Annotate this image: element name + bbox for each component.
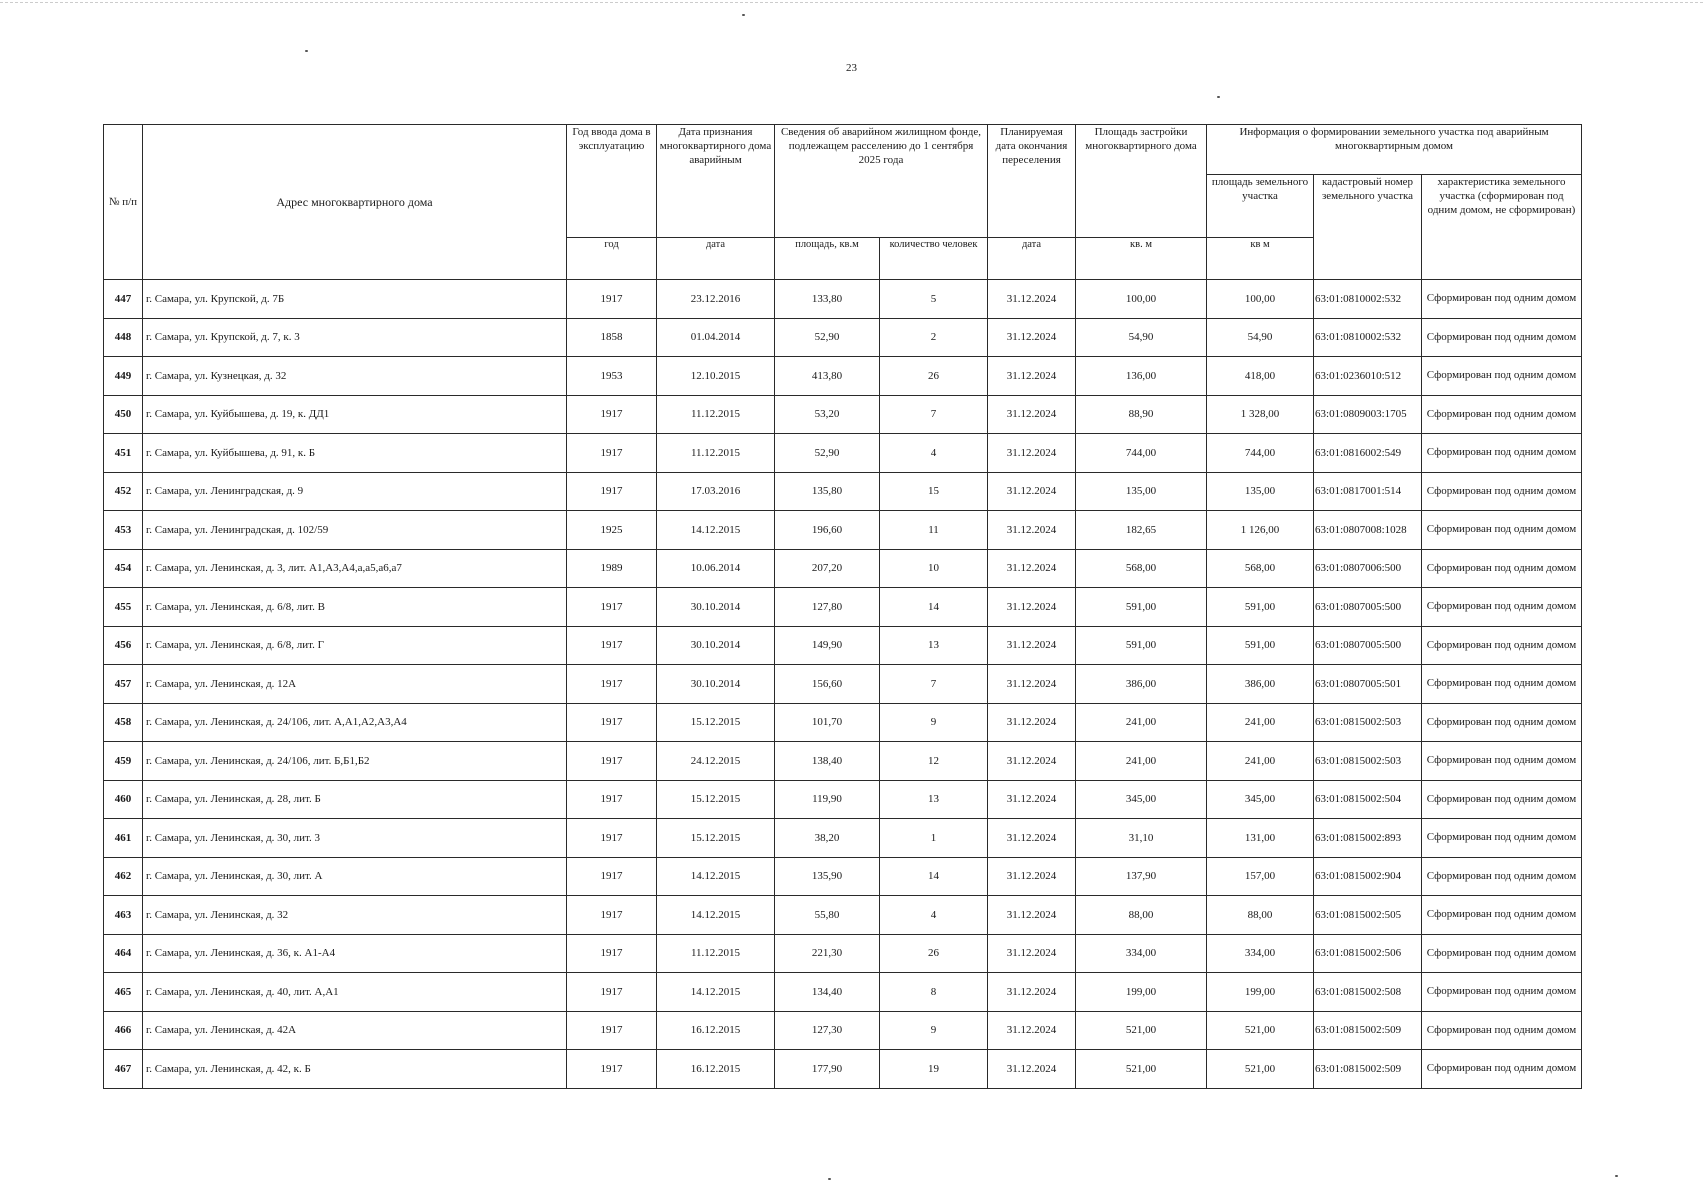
row-land-area: 568,00: [1207, 549, 1314, 588]
row-address: г. Самара, ул. Крупской, д. 7, к. 3: [143, 318, 567, 357]
row-cadastral-number: 63:01:0817001:514: [1314, 472, 1422, 511]
row-building-area: 568,00: [1076, 549, 1207, 588]
table-row: [104, 588, 1582, 627]
row-land-area: 241,00: [1207, 742, 1314, 781]
row-planned-end: 31.12.2024: [988, 318, 1076, 357]
row-land-characteristic: Сформирован под одним домом: [1422, 357, 1582, 396]
unit-area: площадь, кв.м: [775, 238, 880, 280]
row-building-area: 241,00: [1076, 703, 1207, 742]
row-year: 1917: [567, 896, 657, 935]
row-building-area: 54,90: [1076, 318, 1207, 357]
row-land-area: 1 328,00: [1207, 395, 1314, 434]
row-date-declared: 14.12.2015: [657, 973, 775, 1012]
row-people-count: 26: [880, 934, 988, 973]
row-people-count: 10: [880, 549, 988, 588]
row-date-declared: 16.12.2015: [657, 1011, 775, 1050]
row-number: 451: [104, 434, 143, 473]
row-cadastral-number: 63:01:0807005:500: [1314, 588, 1422, 627]
row-land-area: 157,00: [1207, 857, 1314, 896]
row-cadastral-number: 63:01:0809003:1705: [1314, 395, 1422, 434]
row-number: 467: [104, 1050, 143, 1089]
row-land-area: 744,00: [1207, 434, 1314, 473]
row-people-count: 11: [880, 511, 988, 550]
row-land-area: 54,90: [1207, 318, 1314, 357]
row-people-count: 12: [880, 742, 988, 781]
row-emergency-area: 53,20: [775, 395, 880, 434]
row-building-area: 386,00: [1076, 665, 1207, 704]
unit-date: дата: [657, 238, 775, 280]
scan-speck: [1615, 1175, 1618, 1177]
row-cadastral-number: 63:01:0807006:500: [1314, 549, 1422, 588]
row-date-declared: 16.12.2015: [657, 1050, 775, 1089]
row-cadastral-number: 63:01:0815002:509: [1314, 1011, 1422, 1050]
row-land-characteristic: Сформирован под одним домом: [1422, 857, 1582, 896]
row-building-area: 136,00: [1076, 357, 1207, 396]
row-land-area: 1 126,00: [1207, 511, 1314, 550]
row-year: 1917: [567, 857, 657, 896]
row-number: 462: [104, 857, 143, 896]
table-row: [104, 896, 1582, 935]
row-emergency-area: 177,90: [775, 1050, 880, 1089]
page-number: 23: [846, 62, 857, 74]
header-land-info: Информация о формировании земельного участка под аварийным многоквартирным домом: [1207, 125, 1582, 175]
row-number: 455: [104, 588, 143, 627]
row-number: 458: [104, 703, 143, 742]
row-year: 1917: [567, 934, 657, 973]
row-year: 1917: [567, 1050, 657, 1089]
row-land-area: 521,00: [1207, 1011, 1314, 1050]
row-address: г. Самара, ул. Ленинская, д. 6/8, лит. Г: [143, 626, 567, 665]
header-emergency-info: Сведения об аварийном жилищном фонде, подлежащем расселению до 1 сентября 2025 года: [775, 125, 988, 238]
table-row: [104, 511, 1582, 550]
table-row: [104, 626, 1582, 665]
row-people-count: 7: [880, 665, 988, 704]
row-planned-end: 31.12.2024: [988, 357, 1076, 396]
scan-speck: [828, 1178, 831, 1180]
row-planned-end: 31.12.2024: [988, 857, 1076, 896]
row-land-characteristic: Сформирован под одним домом: [1422, 973, 1582, 1012]
row-date-declared: 12.10.2015: [657, 357, 775, 396]
row-date-declared: 23.12.2016: [657, 280, 775, 319]
table-row: [104, 434, 1582, 473]
row-emergency-area: 52,90: [775, 434, 880, 473]
row-building-area: 591,00: [1076, 626, 1207, 665]
row-cadastral-number: 63:01:0807005:500: [1314, 626, 1422, 665]
row-address: г. Самара, ул. Ленинская, д. 30, лит. А: [143, 857, 567, 896]
row-cadastral-number: 63:01:0815002:904: [1314, 857, 1422, 896]
row-number: 457: [104, 665, 143, 704]
table-row: [104, 742, 1582, 781]
row-planned-end: 31.12.2024: [988, 973, 1076, 1012]
row-address: г. Самара, ул. Ленинская, д. 32: [143, 896, 567, 935]
row-land-characteristic: Сформирован под одним домом: [1422, 280, 1582, 319]
header-date-declared: Дата признания многоквартирного дома аварийным: [657, 125, 775, 238]
header-planned-end: Планируемая дата окончания переселения: [988, 125, 1076, 238]
table-row: [104, 973, 1582, 1012]
row-date-declared: 24.12.2015: [657, 742, 775, 781]
row-address: г. Самара, ул. Ленинская, д. 3, лит. А1,А3,А4,а,а5,а6,а7: [143, 549, 567, 588]
row-address: г. Самара, ул. Ленинская, д. 40, лит. А,А1: [143, 973, 567, 1012]
row-year: 1917: [567, 703, 657, 742]
row-building-area: 521,00: [1076, 1050, 1207, 1089]
row-land-area: 591,00: [1207, 588, 1314, 627]
row-land-characteristic: Сформирован под одним домом: [1422, 665, 1582, 704]
row-land-characteristic: Сформирован под одним домом: [1422, 434, 1582, 473]
row-cadastral-number: 63:01:0815002:509: [1314, 1050, 1422, 1089]
table-row: [104, 934, 1582, 973]
row-cadastral-number: 63:01:0807005:501: [1314, 665, 1422, 704]
row-building-area: 137,90: [1076, 857, 1207, 896]
row-planned-end: 31.12.2024: [988, 819, 1076, 858]
row-year: 1925: [567, 511, 657, 550]
row-planned-end: 31.12.2024: [988, 472, 1076, 511]
row-planned-end: 31.12.2024: [988, 511, 1076, 550]
row-building-area: 100,00: [1076, 280, 1207, 319]
row-date-declared: 14.12.2015: [657, 857, 775, 896]
row-people-count: 4: [880, 434, 988, 473]
row-land-area: 386,00: [1207, 665, 1314, 704]
row-land-area: 591,00: [1207, 626, 1314, 665]
row-number: 452: [104, 472, 143, 511]
row-building-area: 135,00: [1076, 472, 1207, 511]
row-emergency-area: 156,60: [775, 665, 880, 704]
row-date-declared: 01.04.2014: [657, 318, 775, 357]
row-planned-end: 31.12.2024: [988, 780, 1076, 819]
row-number: 463: [104, 896, 143, 935]
row-land-characteristic: Сформирован под одним домом: [1422, 511, 1582, 550]
row-land-area: 131,00: [1207, 819, 1314, 858]
row-land-characteristic: Сформирован под одним домом: [1422, 395, 1582, 434]
row-planned-end: 31.12.2024: [988, 665, 1076, 704]
header-building-area: Площадь застройки многоквартирного дома: [1076, 125, 1207, 238]
row-land-area: 88,00: [1207, 896, 1314, 935]
header-address: Адрес многоквартирного дома: [143, 125, 567, 280]
row-planned-end: 31.12.2024: [988, 626, 1076, 665]
row-year: 1989: [567, 549, 657, 588]
scan-speck: [305, 50, 308, 52]
row-land-characteristic: Сформирован под одним домом: [1422, 703, 1582, 742]
row-people-count: 1: [880, 819, 988, 858]
row-building-area: 31,10: [1076, 819, 1207, 858]
row-date-declared: 11.12.2015: [657, 934, 775, 973]
row-emergency-area: 55,80: [775, 896, 880, 935]
row-land-characteristic: Сформирован под одним домом: [1422, 626, 1582, 665]
row-year: 1917: [567, 1011, 657, 1050]
row-number: 453: [104, 511, 143, 550]
row-date-declared: 30.10.2014: [657, 588, 775, 627]
row-emergency-area: 196,60: [775, 511, 880, 550]
row-building-area: 182,65: [1076, 511, 1207, 550]
table-row: [104, 665, 1582, 704]
row-people-count: 4: [880, 896, 988, 935]
row-building-area: 591,00: [1076, 588, 1207, 627]
row-land-characteristic: Сформирован под одним домом: [1422, 934, 1582, 973]
row-building-area: 199,00: [1076, 973, 1207, 1012]
row-number: 464: [104, 934, 143, 973]
row-number: 456: [104, 626, 143, 665]
row-year: 1917: [567, 819, 657, 858]
row-planned-end: 31.12.2024: [988, 549, 1076, 588]
header-land-area: площадь земельного участка: [1207, 175, 1314, 238]
row-cadastral-number: 63:01:0807008:1028: [1314, 511, 1422, 550]
row-year: 1917: [567, 626, 657, 665]
row-address: г. Самара, ул. Ленинская, д. 30, лит. 3: [143, 819, 567, 858]
row-emergency-area: 135,80: [775, 472, 880, 511]
row-date-declared: 30.10.2014: [657, 665, 775, 704]
row-address: г. Самара, ул. Ленинская, д. 42А: [143, 1011, 567, 1050]
row-people-count: 15: [880, 472, 988, 511]
scan-speck: [1217, 96, 1220, 98]
row-emergency-area: 135,90: [775, 857, 880, 896]
row-land-area: 521,00: [1207, 1050, 1314, 1089]
row-number: 450: [104, 395, 143, 434]
row-land-characteristic: Сформирован под одним домом: [1422, 472, 1582, 511]
row-date-declared: 15.12.2015: [657, 780, 775, 819]
table-row: [104, 857, 1582, 896]
row-address: г. Самара, ул. Ленинградская, д. 9: [143, 472, 567, 511]
row-land-characteristic: Сформирован под одним домом: [1422, 588, 1582, 627]
unit-land-sqm: кв м: [1207, 238, 1314, 280]
row-land-characteristic: Сформирован под одним домом: [1422, 1050, 1582, 1089]
row-cadastral-number: 63:01:0816002:549: [1314, 434, 1422, 473]
row-emergency-area: 127,80: [775, 588, 880, 627]
emergency-housing-table: [103, 124, 1582, 1089]
row-people-count: 7: [880, 395, 988, 434]
row-emergency-area: 221,30: [775, 934, 880, 973]
unit-year: год: [567, 238, 657, 280]
row-emergency-area: 101,70: [775, 703, 880, 742]
row-building-area: 744,00: [1076, 434, 1207, 473]
row-cadastral-number: 63:01:0810002:532: [1314, 318, 1422, 357]
row-year: 1917: [567, 973, 657, 1012]
row-year: 1953: [567, 357, 657, 396]
row-people-count: 9: [880, 703, 988, 742]
row-number: 449: [104, 357, 143, 396]
row-number: 466: [104, 1011, 143, 1050]
row-people-count: 14: [880, 588, 988, 627]
row-number: 448: [104, 318, 143, 357]
row-year: 1917: [567, 434, 657, 473]
row-year: 1917: [567, 742, 657, 781]
row-emergency-area: 207,20: [775, 549, 880, 588]
row-date-declared: 10.06.2014: [657, 549, 775, 588]
row-year: 1917: [567, 395, 657, 434]
row-cadastral-number: 63:01:0815002:503: [1314, 742, 1422, 781]
row-people-count: 26: [880, 357, 988, 396]
row-building-area: 88,90: [1076, 395, 1207, 434]
row-emergency-area: 52,90: [775, 318, 880, 357]
row-cadastral-number: 63:01:0810002:532: [1314, 280, 1422, 319]
row-land-area: 100,00: [1207, 280, 1314, 319]
header-land-char: характеристика земельного участка (сформирован под одним домом, не сформирован): [1422, 175, 1582, 280]
row-building-area: 345,00: [1076, 780, 1207, 819]
row-date-declared: 15.12.2015: [657, 819, 775, 858]
row-address: г. Самара, ул. Крупской, д. 7Б: [143, 280, 567, 319]
scan-artifact-line: [0, 2, 1703, 11]
row-cadastral-number: 63:01:0815002:506: [1314, 934, 1422, 973]
table-row: [104, 703, 1582, 742]
scan-speck: [742, 14, 745, 16]
row-address: г. Самара, ул. Ленинская, д. 24/106, лит. А,А1,А2,А3,А4: [143, 703, 567, 742]
row-land-characteristic: Сформирован под одним домом: [1422, 896, 1582, 935]
row-people-count: 13: [880, 780, 988, 819]
row-date-declared: 17.03.2016: [657, 472, 775, 511]
row-planned-end: 31.12.2024: [988, 703, 1076, 742]
row-land-characteristic: Сформирован под одним домом: [1422, 819, 1582, 858]
row-land-area: 345,00: [1207, 780, 1314, 819]
unit-building-sqm: кв. м: [1076, 238, 1207, 280]
table-row: [104, 549, 1582, 588]
table-row: [104, 280, 1582, 319]
row-planned-end: 31.12.2024: [988, 588, 1076, 627]
table-row: [104, 780, 1582, 819]
row-address: г. Самара, ул. Ленинская, д. 28, лит. Б: [143, 780, 567, 819]
table-row: [104, 318, 1582, 357]
row-address: г. Самара, ул. Ленинградская, д. 102/59: [143, 511, 567, 550]
row-year: 1917: [567, 780, 657, 819]
unit-people: количество человек: [880, 238, 988, 280]
row-land-area: 418,00: [1207, 357, 1314, 396]
row-planned-end: 31.12.2024: [988, 934, 1076, 973]
row-number: 454: [104, 549, 143, 588]
row-land-characteristic: Сформирован под одним домом: [1422, 318, 1582, 357]
row-emergency-area: 413,80: [775, 357, 880, 396]
row-people-count: 13: [880, 626, 988, 665]
row-cadastral-number: 63:01:0815002:893: [1314, 819, 1422, 858]
row-people-count: 2: [880, 318, 988, 357]
row-year: 1917: [567, 280, 657, 319]
row-land-area: 135,00: [1207, 472, 1314, 511]
row-emergency-area: 133,80: [775, 280, 880, 319]
header-cadastral: кадастровый номер земельного участка: [1314, 175, 1422, 280]
row-year: 1917: [567, 588, 657, 627]
row-land-area: 199,00: [1207, 973, 1314, 1012]
row-emergency-area: 127,30: [775, 1011, 880, 1050]
row-building-area: 521,00: [1076, 1011, 1207, 1050]
row-planned-end: 31.12.2024: [988, 1050, 1076, 1089]
row-number: 465: [104, 973, 143, 1012]
row-planned-end: 31.12.2024: [988, 395, 1076, 434]
row-people-count: 8: [880, 973, 988, 1012]
row-address: г. Самара, ул. Куйбышева, д. 91, к. Б: [143, 434, 567, 473]
table-row: [104, 819, 1582, 858]
row-land-characteristic: Сформирован под одним домом: [1422, 780, 1582, 819]
table-row: [104, 1011, 1582, 1050]
table-row: [104, 472, 1582, 511]
row-cadastral-number: 63:01:0815002:505: [1314, 896, 1422, 935]
row-year: 1917: [567, 665, 657, 704]
row-address: г. Самара, ул. Ленинская, д. 42, к. Б: [143, 1050, 567, 1089]
row-building-area: 88,00: [1076, 896, 1207, 935]
row-people-count: 14: [880, 857, 988, 896]
row-address: г. Самара, ул. Ленинская, д. 12А: [143, 665, 567, 704]
row-number: 460: [104, 780, 143, 819]
row-address: г. Самара, ул. Ленинская, д. 36, к. А1-А4: [143, 934, 567, 973]
row-date-declared: 14.12.2015: [657, 896, 775, 935]
row-address: г. Самара, ул. Ленинская, д. 24/106, лит. Б,Б1,Б2: [143, 742, 567, 781]
row-planned-end: 31.12.2024: [988, 434, 1076, 473]
row-cadastral-number: 63:01:0236010:512: [1314, 357, 1422, 396]
row-date-declared: 14.12.2015: [657, 511, 775, 550]
unit-end-date: дата: [988, 238, 1076, 280]
row-address: г. Самара, ул. Кузнецкая, д. 32: [143, 357, 567, 396]
row-emergency-area: 138,40: [775, 742, 880, 781]
row-land-characteristic: Сформирован под одним домом: [1422, 549, 1582, 588]
row-address: г. Самара, ул. Куйбышева, д. 19, к. ДД1: [143, 395, 567, 434]
row-emergency-area: 119,90: [775, 780, 880, 819]
row-planned-end: 31.12.2024: [988, 896, 1076, 935]
row-number: 461: [104, 819, 143, 858]
row-year: 1917: [567, 472, 657, 511]
row-date-declared: 15.12.2015: [657, 703, 775, 742]
row-date-declared: 11.12.2015: [657, 395, 775, 434]
row-planned-end: 31.12.2024: [988, 280, 1076, 319]
row-land-characteristic: Сформирован под одним домом: [1422, 1011, 1582, 1050]
row-cadastral-number: 63:01:0815002:504: [1314, 780, 1422, 819]
row-year: 1858: [567, 318, 657, 357]
row-land-characteristic: Сформирован под одним домом: [1422, 742, 1582, 781]
row-address: г. Самара, ул. Ленинская, д. 6/8, лит. В: [143, 588, 567, 627]
row-cadastral-number: 63:01:0815002:503: [1314, 703, 1422, 742]
row-people-count: 5: [880, 280, 988, 319]
row-land-area: 334,00: [1207, 934, 1314, 973]
row-land-area: 241,00: [1207, 703, 1314, 742]
row-emergency-area: 38,20: [775, 819, 880, 858]
row-number: 459: [104, 742, 143, 781]
table-row: [104, 395, 1582, 434]
row-cadastral-number: 63:01:0815002:508: [1314, 973, 1422, 1012]
row-building-area: 241,00: [1076, 742, 1207, 781]
row-people-count: 19: [880, 1050, 988, 1089]
row-emergency-area: 134,40: [775, 973, 880, 1012]
row-date-declared: 30.10.2014: [657, 626, 775, 665]
row-emergency-area: 149,90: [775, 626, 880, 665]
row-number: 447: [104, 280, 143, 319]
header-year-commissioned: Год ввода дома в эксплуатацию: [567, 125, 657, 238]
row-date-declared: 11.12.2015: [657, 434, 775, 473]
row-planned-end: 31.12.2024: [988, 742, 1076, 781]
header-num: № п/п: [104, 125, 143, 280]
row-people-count: 9: [880, 1011, 988, 1050]
table-row: [104, 1050, 1582, 1089]
row-planned-end: 31.12.2024: [988, 1011, 1076, 1050]
row-building-area: 334,00: [1076, 934, 1207, 973]
table-row: [104, 357, 1582, 396]
